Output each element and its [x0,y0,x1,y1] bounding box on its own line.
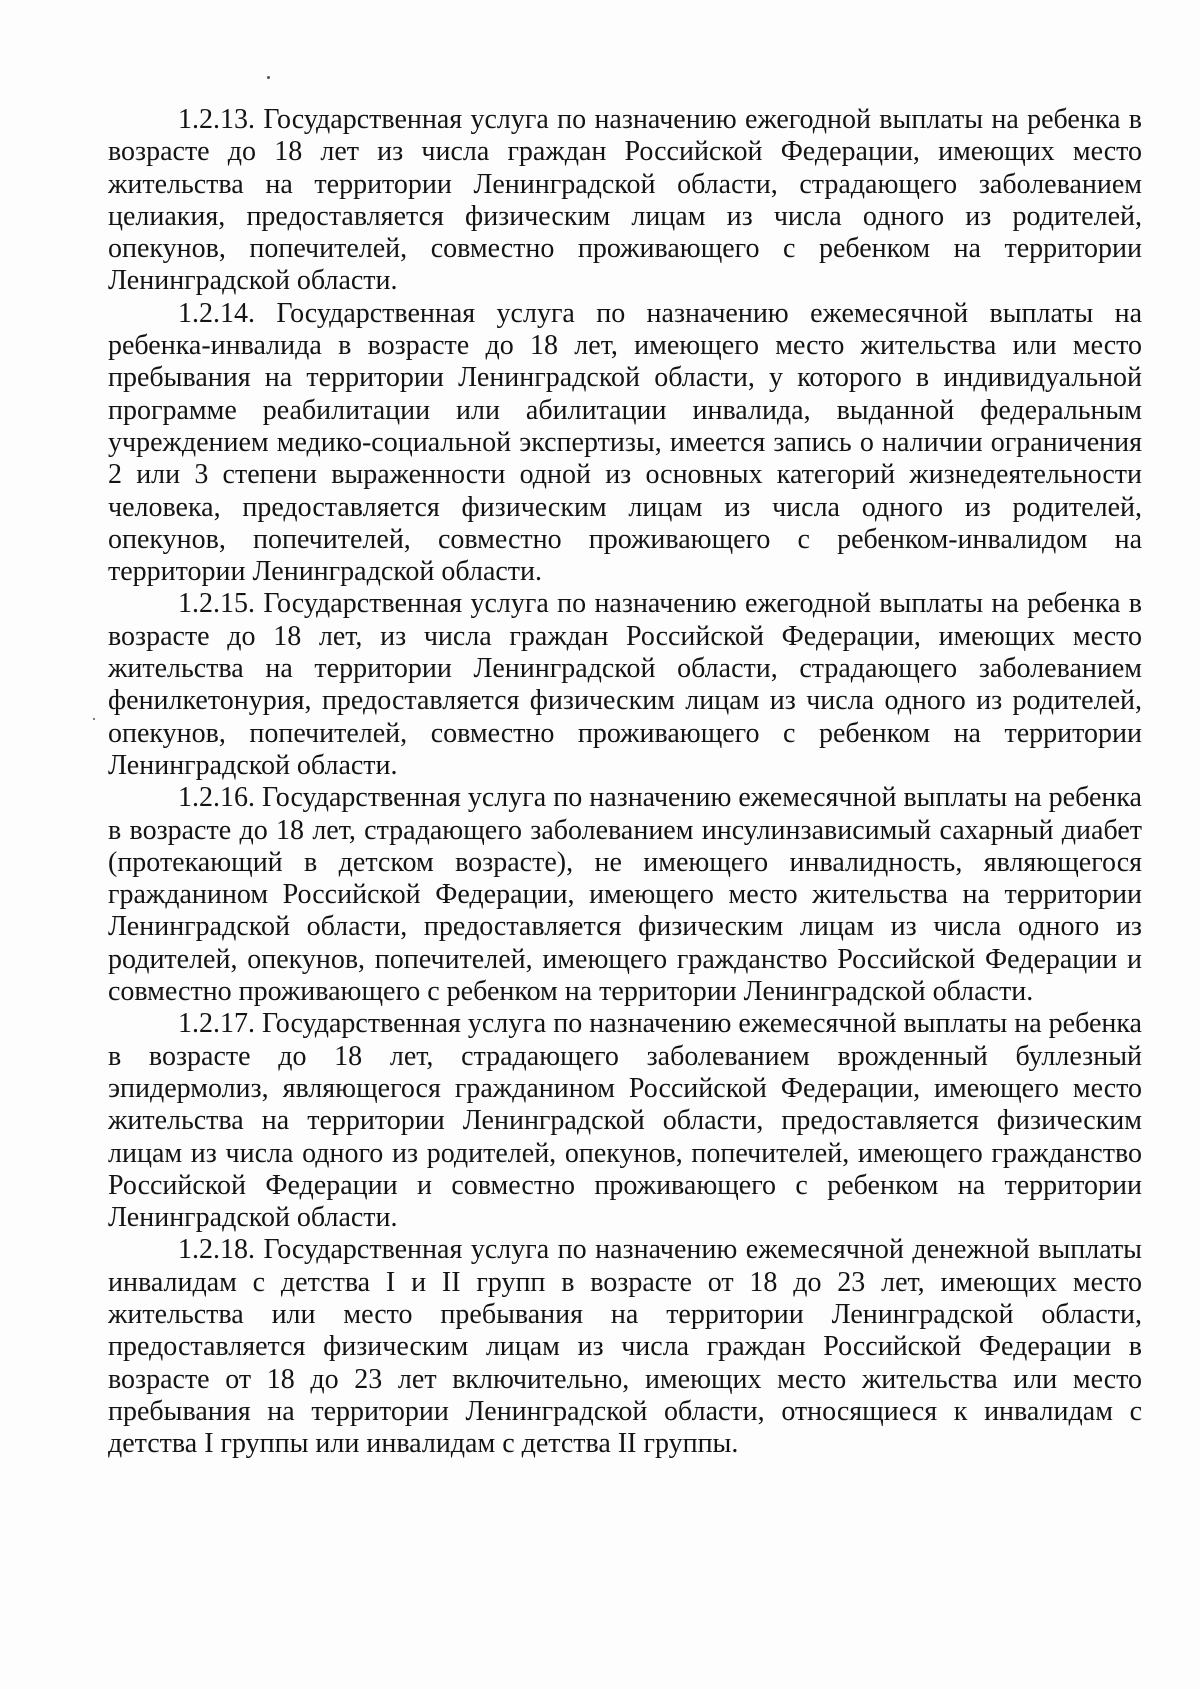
document-body [108,104,1142,1460]
paragraph-1-2-16: 1.2.16. Государственная услуга по назначению ежемесячной выплаты на ребенка в возрасте до 18 лет, страдающего заболеванием инсулинзависимый сахарный диабет (протекающий в детском возрасте), не имеющего инвалидность, являющегося гражданином Российской Федерации, имеющего место жительства на территории Ленинградской области, предоставляется физическим лицам из числа одного из родителей, опекунов, попечителей, имеющего гражданство Российской Федерации и совместно проживающего с ребенком на территории Ленинградской области. [108,782,1142,1008]
scan-speck [267,76,270,79]
paragraph-1-2-14: 1.2.14. Государственная услуга по назначению ежемесячной выплаты на ребенка-инвалида в возрасте до 18 лет, имеющего место жительства или место пребывания на территории Ленинградской области, у которого в индивидуальной программе реабилитации или абилитации инвалида, выданной федеральным учреждением медико-социальной экспертизы, имеется запись о наличии ограничения 2 или 3 степени выраженности одной из основных категорий жизнедеятельности человека, предоставляется физическим лицам из числа одного из родителей, опекунов, попечителей, совместно проживающего с ребенком-инвалидом на территории Ленинградской области. [108,297,1142,588]
scan-speck [93,718,95,720]
paragraph-1-2-15: 1.2.15. Государственная услуга по назначению ежегодной выплаты на ребенка в возрасте до 18 лет, из числа граждан Российской Федерации, имеющих место жительства на территории Ленинградской области, страдающего заболеванием фенилкетонурия, предоставляется физическим лицам из числа одного из родителей, опекунов, попечителей, совместно проживающего с ребенком на территории Ленинградской области. [108,588,1142,781]
paragraph-1-2-17: 1.2.17. Государственная услуга по назначению ежемесячной выплаты на ребенка в возрасте до 18 лет, страдающего заболеванием врожденный буллезный эпидермолиз, являющегося гражданином Российской Федерации, имеющего место жительства на территории Ленинградской области, предоставляется физическим лицам из числа одного из родителей, опекунов, попечителей, имеющего гражданство Российской Федерации и совместно проживающего с ребенком на территории Ленинградской области. [108,1008,1142,1234]
paragraph-1-2-13: 1.2.13. Государственная услуга по назначению ежегодной выплаты на ребенка в возрасте до 18 лет из числа граждан Российской Федерации, имеющих место жительства на территории Ленинградской области, страдающего заболеванием целиакия, предоставляется физическим лицам из числа одного из родителей, опекунов, попечителей, совместно проживающего с ребенком на территории Ленинградской области. [108,104,1142,297]
paragraph-1-2-18: 1.2.18. Государственная услуга по назначению ежемесячной денежной выплаты инвалидам с детства I и II групп в возрасте от 18 до 23 лет, имеющих место жительства или место пребывания на территории Ленинградской области, предоставляется физическим лицам из числа граждан Российской Федерации в возрасте от 18 до 23 лет включительно, имеющих место жительства или место пребывания на территории Ленинградской области, относящиеся к инвалидам с детства I группы или инвалидам с детства II группы. [108,1234,1142,1460]
